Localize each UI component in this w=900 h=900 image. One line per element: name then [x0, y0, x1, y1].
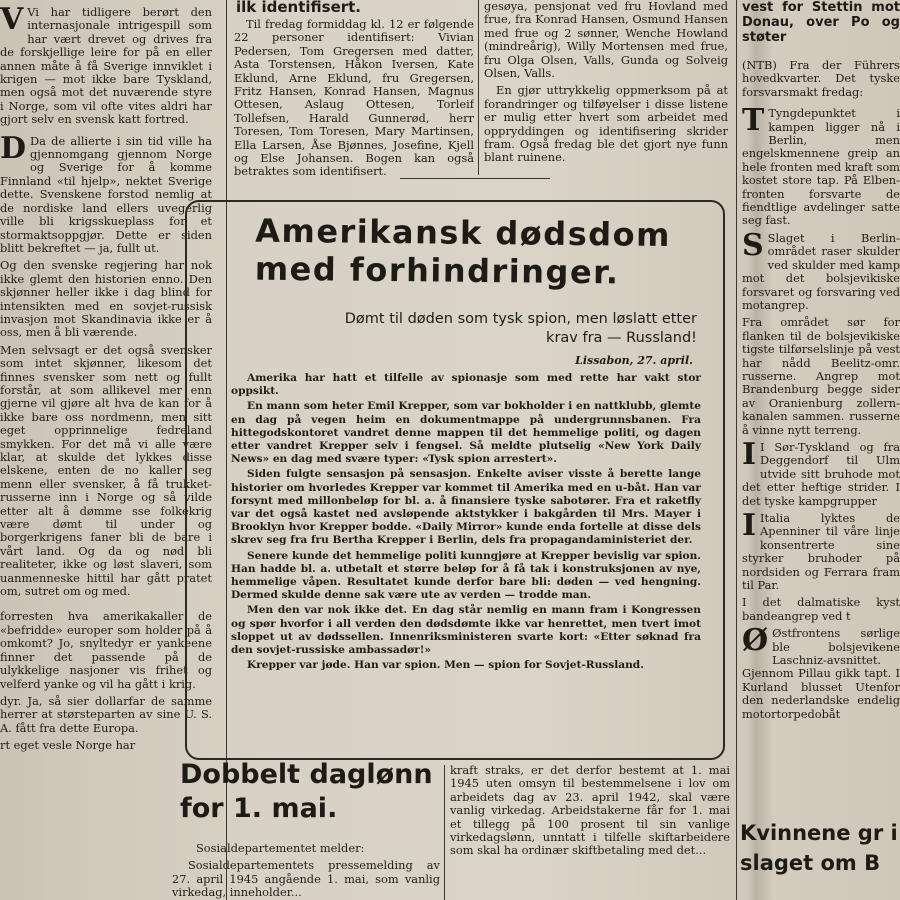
article-para: Men den var nok ikke det. En dag står nemlig en mann fram i Kongressen og spør hvorfor i all verden den dødsdømte ikke var henrettet, men tvert imot sloppet ut av dødssellen. Innenriksministeren svarte kort: «Etter søknad fra den sovjet-russiske ambassadør!»: [231, 604, 701, 657]
right-top-headline: vest for Stettin mot Donau, over Po og støter: [742, 0, 900, 45]
article-dateline: Lissabon, 27. april.: [575, 354, 693, 367]
article-para: Siden fulgte sensasjon på sensasjon. Enkelte aviser visste å berette lange historier om hvorledes Krepper var kommet til Amerika med en u-båt. Han var forsynt med millonbeløp for bl. a. å finansiere tyske sabotører. Fra et raketfly var det også kastet ned avsløpende aktstykker i bakgården til Mrs. Mayer i Brooklyn hvor Krepper bodde. «Daily Mirror» kunde enda fortelle at disse dels skrev seg fra fru Bertha Krepper i Berlin, dels fra propagandaministeriet der.: [231, 468, 701, 547]
column-rule: [478, 0, 479, 175]
article-para: En mann som heter Emil Krepper, som var bokholder i en nattklubb, glemte en dag på vegen heim en dokumentmappe på undergrunnsbanen. Fra hittegodskontoret vandret denne mappen til det hemmelige politi, og dagen etter vandret Krepper selv i fengsel. Så meldte plutselig «New York Daily News» en dag med svære typer: «Tysk spion arrestert».: [231, 400, 701, 466]
article-headline: Amerikansk dødsdom med forhindringer.: [254, 211, 672, 292]
right-para-8: Østfrontens sørlige ble bolsjevikene Laschniz-avsnittet. Gjennom Pillau gikk tapt. I Kurland blusset Utenfor den nederlandske endelig motortorpedobåt: [742, 626, 900, 721]
article-para: Amerika har hatt et tilfelle av spionasje som med rette har vakt stor oppsikt.: [231, 372, 701, 398]
identified-list-text: Til fredag formiddag kl. 12 er følgende 22 personer identifisert: Vivian Pedersen, Tom Gregersen med datter, Asta Torstensen, Håkon Iversen, Kate Eklund, Arne Eklund, fru Gregersen, Fritz Hansen, Konrad Hansen, Magnus Ottesen, Aslaug Ottesen, Torleif Tollefsen, Harald Gunnerød, herr Toresen, Tom Toresen, Mary Martinsen, Ella Larsen, Åse Bjønnes, Josefine, Kjell og Else Johansen. Bogen kan også betraktes som identifisert.: [234, 18, 474, 179]
left-para-7: rt eget vesle Norge har: [0, 738, 136, 753]
double-pay-text: Sosialdepartementets pressemelding av 27. april 1945 angående 1. mai, som vanlig virkedag, inneholder...: [172, 858, 440, 900]
right-para-6: Italia lyktes de Apenniner til våre linje konsentrerte sine styrker bruhoder på nordsiden og Ferrara fram til Par.: [742, 511, 900, 593]
right-para-3: Slaget i Berlin-området raser skulder ved skulder med kamp mot det bolsjevikiske forsvaret og forsvaring ved motangrep.: [742, 230, 900, 312]
right-para-5: I Sør-Tyskland og fra Deggendorf til Ulm utvide sitt bruhode mot det etter heftige strider. I det tyske kampgrupper: [742, 439, 900, 508]
victims-list-text-1: gesøya, pensjonat ved fru Hovland med frue, fra Konrad Hansen, Osmund Hansen med frue og 2 sønner, Wenche Howland (mindreårig), Willy Mortensen med frue, fru Olga Olsen, Valls, Gunda og Solveig Olsen, Valls.: [484, 0, 728, 81]
workday-column: [450, 764, 730, 900]
workday-text: kraft straks, er det derfor bestemt at 1. mai 1945 uten omsyn til bestemmelsene i lov om arbeidets dag av 23. april 1942, skal være vanlig virkedag. Arbeidstakerne får for 1. mai et tillegg på 100 prosent til sin vanlige virkedagslønn, unntatt i tilfelle skiftarbeidere som skal ha ordinær skiftbetaling med det...: [450, 764, 730, 858]
article-deck: Dømt til døden som tysk spion, men løslatt etter krav fra — Russland!: [344, 311, 697, 346]
identified-list-column: [234, 18, 474, 188]
victims-list-column: [484, 0, 728, 172]
right-para-1: (NTB) Fra der Führers hovedkvarter. Det tyske forsvarsmakt fredag:: [742, 58, 900, 99]
double-pay-column: [172, 842, 440, 900]
double-pay-intro: Sosialdepartementet melder:: [196, 842, 365, 855]
left-para-5: forresten hva amerikakaller de «befridde» europer som holder på å omkomt? Jo, snyltedyr er yankeene finner det passende på de ulykkelige nasjoner vis frihet og velferd yanke og vil ha gått i krig.: [0, 609, 212, 691]
left-para-2: Da de allierte i sin tid ville ha gjennomgang gjennom Norge og Sverige for å komme Finnland «til hjelp», nektet Sverige dette. Svenskene forstod nemlig at de nordiske land ellers uvegerlig ville bli krigsskueplass for et stormaktsoppgjør. Dette er siden blitt bekreftet — ja, fullt ut.: [0, 133, 212, 255]
article-para: Krepper var jøde. Han var spion. Men — spion for Sovjet-Russland.: [247, 659, 644, 672]
column-rule: [444, 765, 445, 900]
right-para-2: Tyngdepunktet i kampen ligger nå i Berlin, men engelskmennene greip an hele fronten med kraft som kostet store tap. På Elben-fronten forsvarte de fiendtlige avdelinger satte seg fast.: [742, 106, 900, 228]
article-para: Senere kunde det hemmelige politi kunngjøre at Krepper bevislig var spion. Han hadde bl. a. utbetalt et større beløp for å få tak i konstruksjonen av nye, hemmelige våpen. Resultatet kunde derfor bare bli: døden — ved hengning. Dermed skulde denne sak være ute av verden — trodde man.: [231, 549, 701, 602]
right-bottom-headline: Kvinnene gr i slaget om B: [740, 821, 898, 875]
left-para-1: Vi har tidligere berørt den internasjonale intrigespill som har vært drevet og drives fra de forskjellige leire for på en eller annen måte å få Sverige innviklet i krigen — mot ikke bare Tyskland, men også mot det nuværende styre i Norge, som vil ofte vites aldri har gjort selv en svensk katt fortred.: [0, 5, 212, 127]
article-body: [231, 372, 701, 674]
victims-list-text-2: En gjør uttrykkelig oppmerksom på at forandringer og tilføyelser i disse listene er mulig etter hvert som arbeidet med oppryddingen og identifisering skrider fram. Også fredag ble det gjort nye funn blant ruinene.: [484, 83, 728, 165]
left-para-3: Og den svenske regjering har nok ikke glemt den historien enno. Den skjønner heller ikke i dag blind for intensikten med en sovjet-russisk invasjon mot Skandinavia ikke er å oss, men å bli værende.: [0, 258, 212, 340]
column-rule: [736, 0, 737, 900]
right-para-7: I det dalmatiske kyst bandeangrep ved t: [742, 595, 900, 623]
drop-cap: D: [0, 130, 27, 166]
headline-double-pay: Dobbelt daglønn for 1. mai.: [180, 759, 433, 824]
section-heading-identified: ilk identifisert.: [236, 0, 362, 16]
left-para-4: Men selvsagt er det også svensker som intet skjønner, likesom det finnes svensker som nett og fullt forstår, at som allikevel mer enn gjerne vil gjøre alt hva de kan for å ikke bare oss nordmenn, men sitt eget opprinnelige fedreland smykken. For det må vi alle være klar, at skulde det lykkes disse elskene, enten de no kaller seg menn eller svensker, å få trukket-russerne inn i Norge og så vilde etter alt å dømme sse folkekrig være dømt til under og borgerkrigens faner bli de bare i vårt land. Og da og nød bli realiteter, ikke og løst slaveri, som uanmenneske hittil har gått pratet om, sutret om og med.: [0, 342, 212, 599]
right-para-4: Fra området sør for flanken til de bolsjevikiske tigste tilførselslinje på vest har nådd Beelitz-omr. russerne. Angrep mot Brandenburg begge sider av Oranienburg zollern-kanalen sammen. russerne å vinne nytt terreng.: [742, 315, 900, 437]
right-column: vest for Stettin mot Donau, over Po og støter (NTB) Fra der Führers hovedkvarter. Det tyske forsvarsmakt fredag: T Tyngdepunktet i kampen ligger nå i Berlin, men engelskmennene greip an hele fronten med kraft som kostet store tap. På Elben-fronten forsvarte de fiendtlige avdelinger satte seg fast. S Slaget i Berlin-området raser skulder ved skulder med kamp mot det bolsjevikiske forsvaret og forsvaring ved motangrep. Fra området sør for flanken til de bolsjevikiske tigste tilførselslinje på vest har nådd Beelitz-omr. russerne. Angrep mot Brandenburg begge sider av Oranienburg zollern-kanalen sammen. russerne å vinne nytt terreng. I I Sør-Tyskland og fra Deggendorf til Ulm utvide sitt bruhode mot det etter heftige strider. I det tyske kampgrupper I Italia lyktes de Apenniner til våre linje konsentrerte sine styrker bruhoder på nordsiden og Ferrara fram til Par. I det dalmatiske kyst bandeangrep ved t Ø Østfrontens sørlige ble bolsjevikene Laschniz-avsnittet. Gjennom Pillau gikk tapt. I Kurland blusset Utenfor den nederlandske endelig motortorpedobåt: [742, 0, 900, 721]
drop-cap: V: [0, 2, 24, 37]
section-divider: [400, 178, 550, 179]
article-box: [185, 200, 725, 760]
left-para-6: dyr. Ja, så sier dollarfar de samme herrer at størsteparten av sine U. S. A. fått fra dette Europa.: [0, 693, 212, 735]
